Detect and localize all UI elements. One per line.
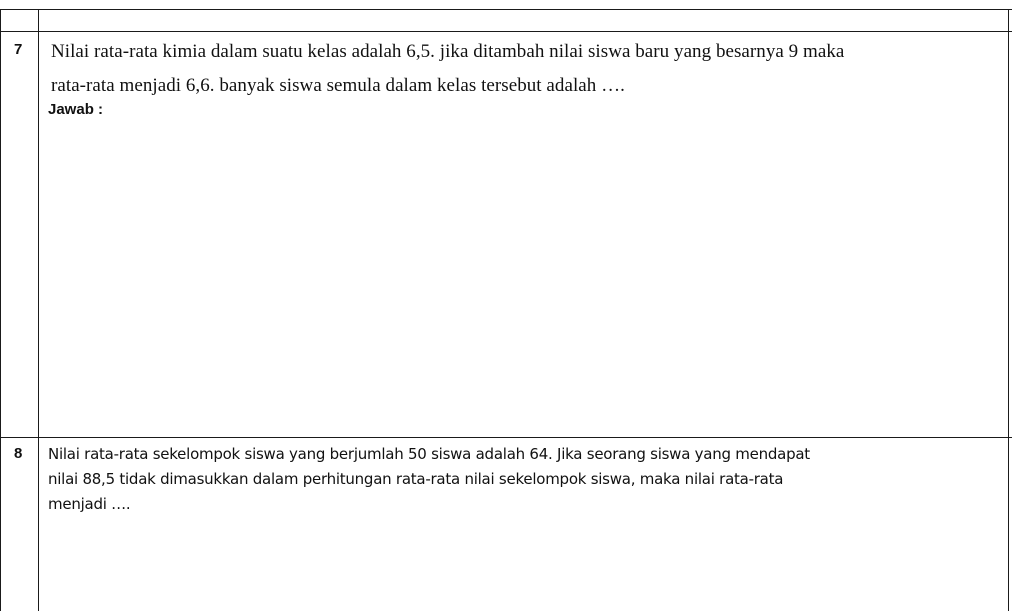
table-top-border	[0, 9, 1012, 10]
question-text-line: rata-rata menjadi 6,6. banyak siswa semula dalam kelas tersebut adalah ….	[51, 75, 625, 96]
question-number: 7	[14, 41, 23, 58]
question-text-line: nilai 88,5 tidak dimasukkan dalam perhitungan rata-rata nilai sekelompok siswa, maka nilai rata-rata	[48, 470, 784, 488]
table-header-divider	[0, 31, 1012, 32]
question-text-line: Nilai rata-rata sekelompok siswa yang berjumlah 50 siswa adalah 64. Jika seorang siswa yang mendapat	[48, 445, 810, 463]
column-divider	[38, 9, 39, 611]
table-right-border	[1008, 9, 1009, 611]
answer-label: Jawab :	[48, 101, 104, 118]
row-divider	[0, 437, 1012, 438]
question-text-line: menjadi ….	[48, 495, 131, 513]
question-text-line: Nilai rata-rata kimia dalam suatu kelas adalah 6,5. jika ditambah nilai siswa baru yang besarnya 9 maka	[51, 41, 845, 62]
question-number: 8	[14, 445, 23, 462]
table-left-border	[0, 9, 1, 611]
